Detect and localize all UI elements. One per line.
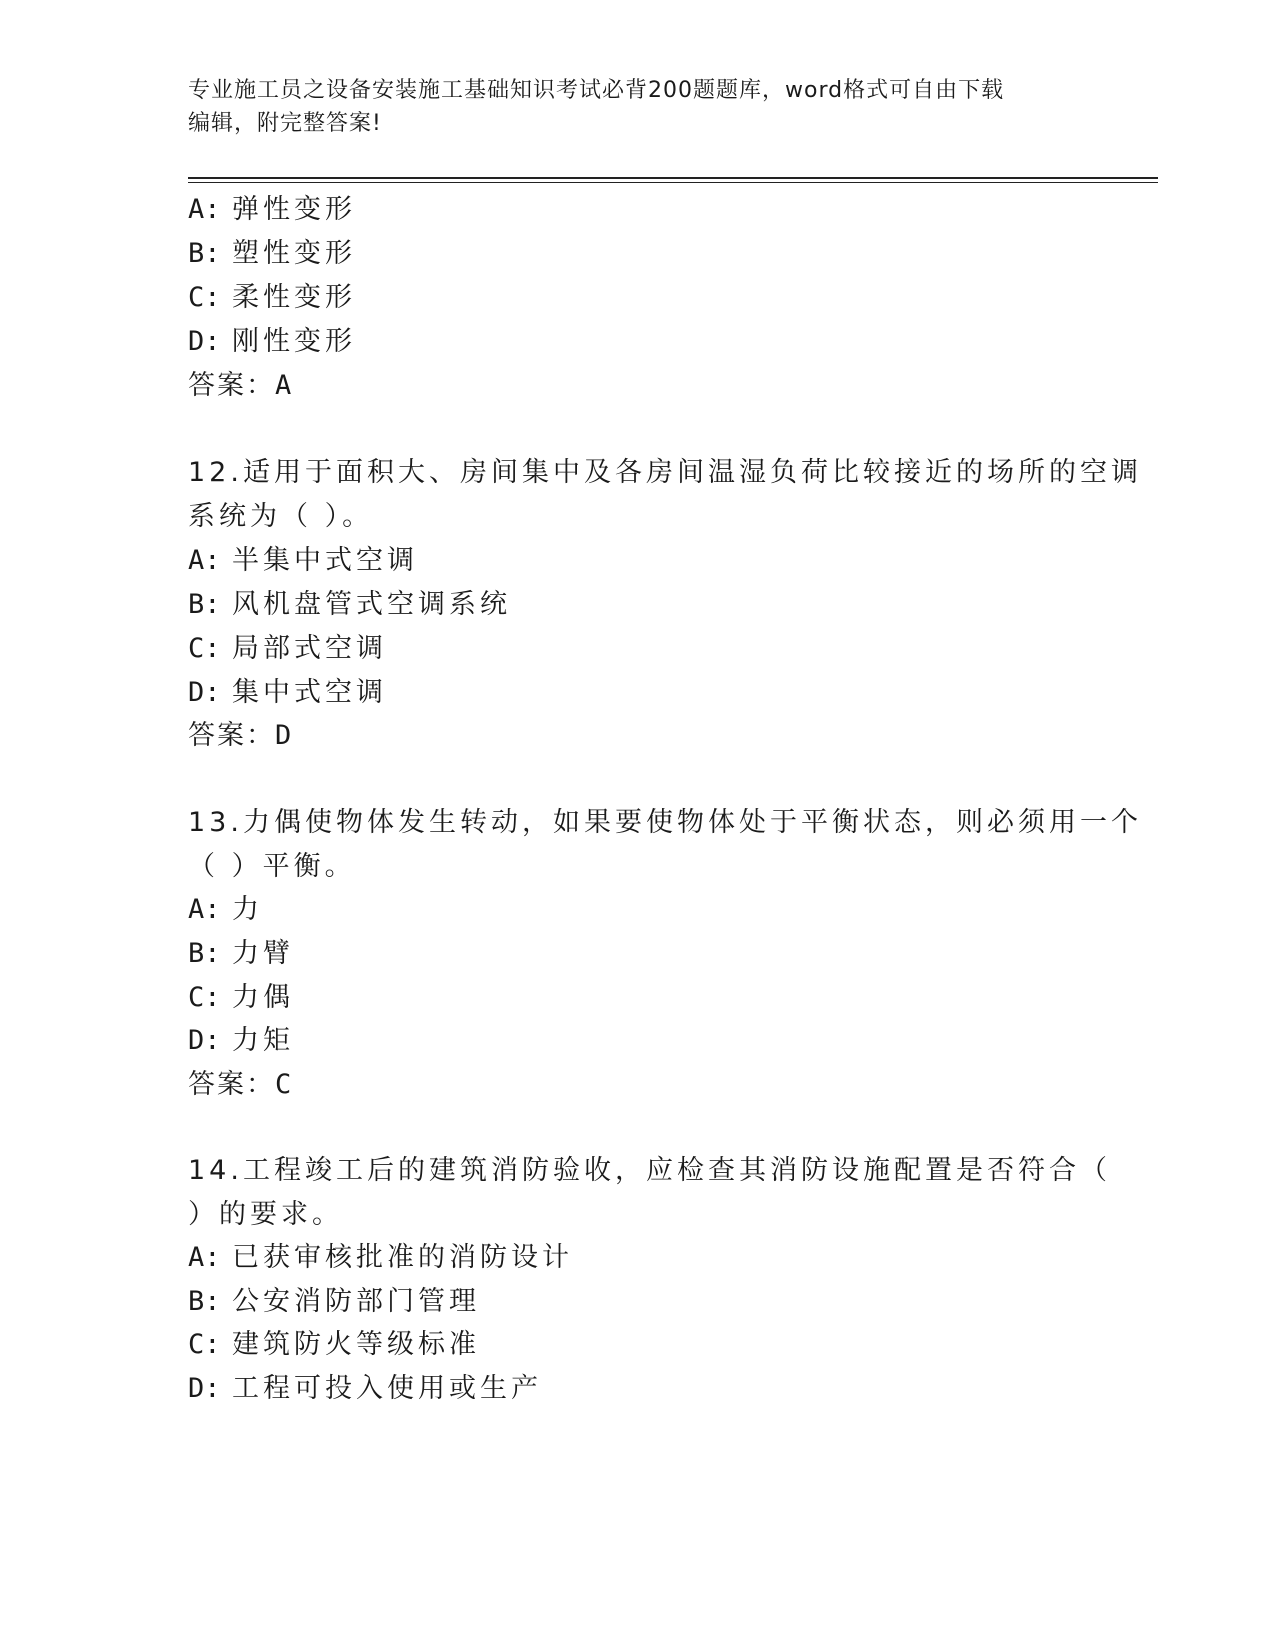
q13-question-line-2: （ ）平衡。 bbox=[188, 851, 356, 882]
option-key: C: bbox=[188, 982, 221, 1013]
q11-option-a bbox=[188, 192, 356, 228]
option-key: D: bbox=[188, 1373, 221, 1404]
option-key: D: bbox=[188, 1025, 221, 1056]
option-key: B: bbox=[188, 1286, 221, 1317]
option-text: 工程可投入使用或生产 bbox=[232, 1373, 542, 1404]
option-key: C: bbox=[188, 633, 221, 664]
answer-label: 答案： bbox=[188, 370, 275, 401]
q14-question-line-2: ）的要求。 bbox=[188, 1199, 343, 1230]
option-text: 弹性变形 bbox=[232, 194, 356, 225]
answer-value: C bbox=[275, 1069, 292, 1100]
q14-question-line-1: 14.工程竣工后的建筑消防验收，应检查其消防设施配置是否符合（ bbox=[188, 1155, 1111, 1186]
answer-label: 答案： bbox=[188, 720, 275, 751]
option-text: 力 bbox=[232, 894, 263, 925]
option-text: 公安消防部门管理 bbox=[232, 1286, 480, 1317]
option-text: 力矩 bbox=[232, 1025, 294, 1056]
option-text: 风机盘管式空调系统 bbox=[232, 589, 511, 620]
q13-option-d bbox=[188, 1023, 294, 1059]
option-text: 已获审核批准的消防设计 bbox=[232, 1242, 573, 1273]
header-line-1: 专业施工员之设备安装施工基础知识考试必背200题题库，word格式可自由下载 bbox=[188, 78, 1005, 103]
q12-option-c bbox=[188, 631, 387, 667]
option-key: A: bbox=[188, 894, 221, 925]
option-text: 局部式空调 bbox=[232, 633, 387, 664]
option-key: B: bbox=[188, 589, 221, 620]
q13-answer bbox=[188, 1067, 291, 1103]
q13-option-c bbox=[188, 980, 294, 1016]
q11-option-d bbox=[188, 324, 356, 360]
q14-option-d bbox=[188, 1371, 542, 1407]
q12-option-d bbox=[188, 675, 387, 711]
q12-question-line-1: 12.适用于面积大、房间集中及各房间温湿负荷比较接近的场所的空调 bbox=[188, 457, 1142, 488]
header-line-2: 编辑，附完整答案! bbox=[188, 111, 382, 136]
option-text: 建筑防火等级标准 bbox=[232, 1329, 480, 1360]
answer-label: 答案： bbox=[188, 1069, 275, 1100]
q11-option-c bbox=[188, 280, 356, 316]
q13-question-line-1: 13.力偶使物体发生转动，如果要使物体处于平衡状态，则必须用一个 bbox=[188, 807, 1142, 838]
q14-option-b bbox=[188, 1284, 480, 1320]
document-header bbox=[188, 74, 1088, 140]
q12-question-line-2: 系统为（ ）。 bbox=[188, 501, 374, 532]
option-text: 刚性变形 bbox=[232, 326, 356, 357]
q14-option-a bbox=[188, 1240, 573, 1276]
answer-value: D bbox=[275, 720, 292, 751]
q12-answer bbox=[188, 718, 291, 754]
option-text: 力臂 bbox=[232, 938, 294, 969]
option-text: 柔性变形 bbox=[232, 282, 356, 313]
option-text: 力偶 bbox=[232, 982, 294, 1013]
option-key: A: bbox=[188, 1242, 221, 1273]
option-key: B: bbox=[188, 938, 221, 969]
option-key: D: bbox=[188, 677, 221, 708]
q11-option-b bbox=[188, 236, 356, 272]
q12-option-a bbox=[188, 543, 418, 579]
q13-option-a bbox=[188, 892, 263, 928]
option-text: 半集中式空调 bbox=[232, 545, 418, 576]
option-key: D: bbox=[188, 326, 221, 357]
q11-answer bbox=[188, 368, 291, 404]
header-divider-thin bbox=[188, 182, 1158, 183]
option-key: C: bbox=[188, 1329, 221, 1360]
q13-option-b bbox=[188, 936, 294, 972]
option-key: A: bbox=[188, 545, 221, 576]
option-text: 塑性变形 bbox=[232, 238, 356, 269]
option-key: A: bbox=[188, 194, 221, 225]
answer-value: A bbox=[275, 370, 292, 401]
option-key: B: bbox=[188, 238, 221, 269]
option-text: 集中式空调 bbox=[232, 677, 387, 708]
q12-option-b bbox=[188, 587, 511, 623]
option-key: C: bbox=[188, 282, 221, 313]
header-divider-thick bbox=[188, 177, 1158, 179]
q14-option-c bbox=[188, 1327, 480, 1363]
